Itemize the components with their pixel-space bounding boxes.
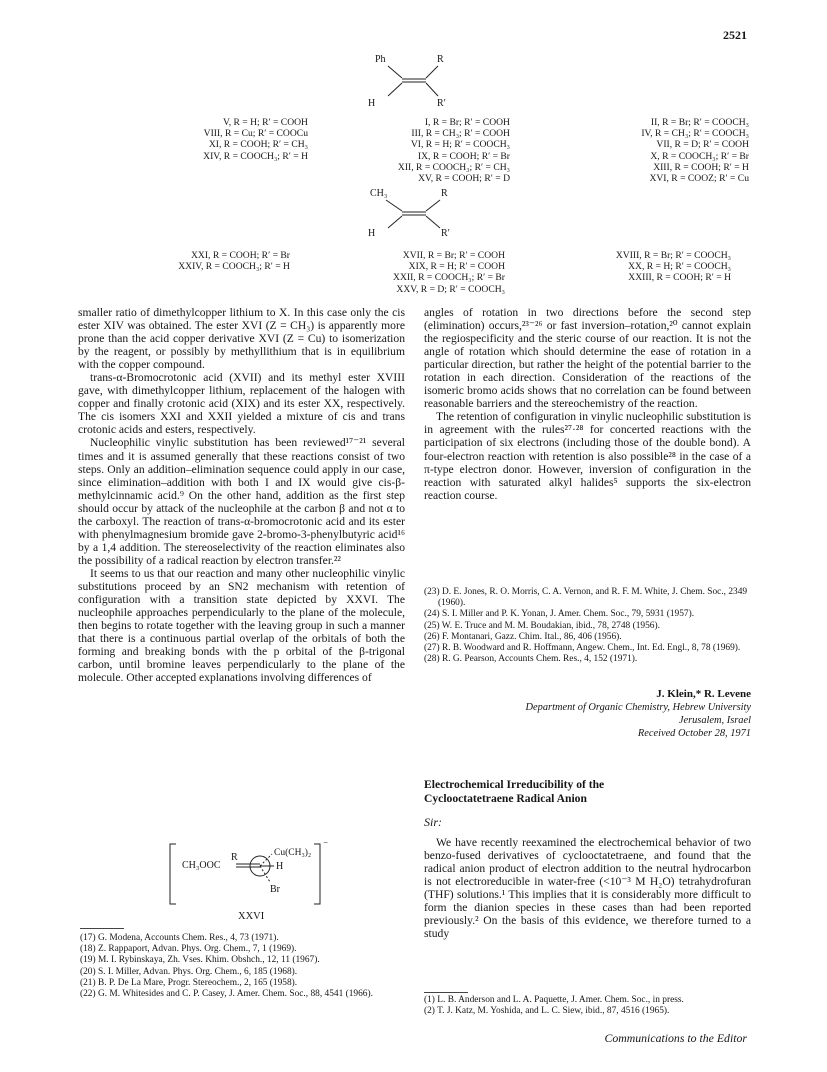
formulas-center-top — [335, 117, 510, 184]
author-signature — [424, 688, 751, 740]
ts-ch3ooc: CH₃OOC — [182, 860, 221, 871]
right-references — [424, 587, 751, 665]
paragraph: smaller ratio of dimethylcopper lithium to X. In this case only the cis ester XIV was obtained. The ester XVI (Z = CH₃) is apparently more prone than the acid copper derivative XVI (Z = Cu) to isomerization by the reagent, or possibly by methyllithium that is in equilibrium with the copper compound. — [78, 306, 405, 372]
article-references — [424, 995, 751, 1017]
formulas-right-bot — [541, 250, 731, 284]
footnote-divider-right — [424, 992, 468, 993]
formula-line: XII, R = COOCH₃; R′ = CH₃ — [397, 161, 510, 173]
reference: (21) B. P. De La Mare, Progr. Stereochem., 2, 165 (1958). — [80, 977, 298, 988]
ts-h: H — [276, 861, 284, 872]
formula-line: XX, R = H; R′ = COOCH₃ — [628, 261, 731, 273]
page-number: 2521 — [723, 28, 747, 42]
paragraph: The retention of configuration in vinylic nucleophilic substitution is in agreement with the rules²⁷·²⁸ for concerted reactions with the participation of six electrons (including those of the double bond). A four-electron reaction with retention is also possible²⁸ in the case of a π-type electron donor. However, inversion of configuration in the reaction with saturated alkyl halides⁵ supports the six-electron reaction course. — [424, 410, 751, 502]
article-body — [424, 836, 751, 940]
reference: (20) S. I. Miller, Advan. Phys. Org. Chem., 6, 185 (1968). — [80, 966, 298, 977]
struct-top-rp: R′ — [437, 98, 446, 109]
left-references — [80, 933, 407, 1000]
formula-line: V, R = H; R′ = COOH — [223, 117, 308, 128]
formula-line: XXIII, R = COOH; R′ = H — [628, 272, 731, 284]
formula-line: IX, R = COOH; R′ = Br — [417, 150, 510, 162]
reference: (26) F. Montanari, Gazz. Chim. Ital., 86, 406 (1956). — [424, 631, 622, 642]
footnote-divider — [80, 928, 124, 929]
struct-top-bonds — [380, 64, 450, 98]
struct-mid-h: H — [368, 228, 376, 239]
reference: (19) M. I. Rybinskaya, Zh. Vses. Khim. Obshch., 12, 11 (1967). — [80, 955, 320, 966]
page-footer: Communications to the Editor — [604, 1031, 747, 1045]
struct-top-r: R — [437, 54, 444, 65]
formula-line: XIV, R = COOCH₃; R′ = H — [203, 150, 308, 162]
formula-line: XI, R = COOH; R′ = CH₃ — [208, 139, 308, 151]
ts-cu: Cu(CH₃)₂ — [274, 848, 312, 858]
formulas-center-bot — [315, 250, 505, 295]
department: Department of Organic Chemistry, Hebrew University — [525, 702, 751, 713]
ts-r: R — [231, 852, 238, 863]
formula-line: XIII, R = COOH; R′ = H — [653, 161, 749, 173]
formulas-right-top — [557, 117, 749, 184]
formula-line: XV, R = COOH; R′ = D — [418, 173, 510, 185]
right-column-text — [424, 306, 751, 502]
formula-line: XIX, R = H; R′ = COOH — [408, 261, 505, 273]
paragraph: It seems to us that our reaction and many other nucleophilic vinylic substitutions proceed by an SN2 mechanism with retention of configuration with a transition state depicted by XXVI. The nucleophile approaches perpendicularly to the plane of the molecule, then begins to rotate together with the leaving group in such a manner that there is a continuous partial overlap of the orbitals of both the forming and breaking bonds with the p orbital of the β-trigonal carbon, until bromine leaves perpendicularly to the plane of the molecule. Other accepted explanations involving differences of — [78, 566, 405, 685]
formulas-left-top — [128, 117, 308, 162]
struct-top-ph: Ph — [375, 54, 386, 65]
paragraph: Nucleophilic vinylic substitution has been reviewed¹⁷⁻²¹ several times and it is assumed generally that these reactions consist of two steps. Only an addition–elimination sequence could apply in our case, since elimination–addition with both I and IX would give cis-β-methylcinnamic acid.⁹ On the other hand, addition as the first step should occur by attack of the nucleophile at the carbon β and not α to the carboxyl. The reaction of trans-α-bromocrotonic acid and its ester with phenylmagnesium bromide gave 2-bromo-3-phenylbutyric acid¹⁶ by a 1,4 addition. The stereoselectivity of the reaction eliminates also the possibility of a radical reaction by electron transfer.²² — [78, 436, 405, 567]
reference: (24) S. I. Miller and P. K. Yonan, J. Amer. Chem. Soc., 79, 5931 (1957). — [424, 609, 695, 620]
reference: (2) T. J. Katz, M. Yoshida, and L. C. Siew, ibid., 87, 4516 (1965). — [424, 1006, 670, 1017]
formula-line: XXII, R = COOCH₃; R′ = Br — [393, 272, 505, 284]
article-title — [424, 778, 751, 806]
received-date: Received October 28, 1971 — [637, 728, 751, 739]
formula-line: XXI, R = COOH; R′ = Br — [190, 250, 290, 261]
formula-line: IV, R = CH₃; R′ = COOCH₃ — [641, 128, 749, 140]
salutation: Sir: — [424, 815, 442, 829]
ts-label: XXVI — [238, 911, 265, 922]
ts-minus: ⁻ — [323, 840, 329, 851]
paragraph: angles of rotation in two directions before the second step (elimination) occurs,²³⁻²⁶ or fast inversion–rotation,²⁰ cannot explain the regiospecificity and the steric course of our reaction. It is not the angle of rotation which should determine the ease of rotation in a particular direction, but rather the height of the potential barrier to the rotation in each direction. Consideration of the reactions of the isomeric bromo acids shows that no correlation can be found between reasonable barriers and the stereochemistry of the reaction. — [424, 306, 751, 411]
struct-mid-bonds — [380, 198, 450, 230]
reference: (17) G. Modena, Accounts Chem. Res., 4, 73 (1971). — [80, 933, 279, 943]
formula-line: XVIII, R = Br; R′ = COOCH₃ — [615, 250, 731, 261]
formulas-left-bot — [110, 250, 290, 272]
formula-line: XVII, R = Br; R′ = COOH — [402, 250, 505, 261]
formula-line: X, R = COOCH₃; R′ = Br — [650, 150, 749, 162]
paragraph: We have recently reexamined the electrochemical behavior of two benzo-fused derivatives of cyclooctatetraene, and found that the radical anion product of electron addition to the neutral hydrocarbon is not electroreducible in water-free (<10⁻³ M H₂O) tetrahydrofuran (THF) solutions.¹ This implies that it is considerably more difficult to form the dianion species in these cases than had been reported previously.² On the basis of this evidence, we therefore turned to a study — [424, 836, 751, 941]
struct-top-h: H — [368, 98, 376, 109]
reference: (28) R. G. Pearson, Accounts Chem. Res., 4, 152 (1971). — [424, 654, 638, 665]
authors: J. Klein,* R. Levene — [656, 688, 751, 700]
reference: (27) R. B. Woodward and R. Hoffmann, Angew. Chem., Int. Ed. Engl., 8, 78 (1969). — [424, 643, 741, 654]
formula-line: VII, R = D; R′ = COOH — [656, 139, 749, 151]
struct-mid-rp: R′ — [441, 228, 450, 239]
formula-line: XXIV, R = COOCH₃; R′ = H — [178, 261, 290, 273]
formula-line: XXV, R = D; R′ = COOCH₃ — [396, 283, 505, 295]
ts-br: Br — [270, 884, 280, 895]
reference: (18) Z. Rappaport, Advan. Phys. Org. Chem., 7, 1 (1969). — [80, 944, 297, 955]
struct-mid-r: R — [441, 188, 448, 199]
title-line: Electrochemical Irreducibility of the — [424, 778, 605, 791]
formula-line: I, R = Br; R′ = COOH — [424, 117, 510, 128]
reference: (22) G. M. Whitesides and C. P. Casey, J. Amer. Chem. Soc., 88, 4541 (1966). — [80, 989, 373, 1000]
reference: (25) W. E. Truce and M. M. Boudakian, ibid., 78, 2748 (1956). — [424, 620, 660, 631]
title-line: Cyclooctatetraene Radical Anion — [424, 792, 587, 805]
formula-line: III, R = CH₃; R′ = COOH — [411, 128, 510, 140]
formula-line: II, R = Br; R′ = COOCH₃ — [650, 117, 749, 128]
left-column-text — [78, 306, 405, 684]
formula-line: XVI, R = COOZ; R′ = Cu — [649, 173, 749, 185]
struct-mid-ch3: CH₃ — [370, 188, 388, 199]
city: Jerusalem, Israel — [678, 715, 751, 726]
paragraph: trans-α-Bromocrotonic acid (XVII) and its methyl ester XVIII gave, with dimethylcopper lithium, replacement of the halogen with copper and finally crotonic acid (XIX) and its ester XX, respectively. The cis isomers XXI and XXII yielded a mixture of cis and trans crotonic acids and esters, respectively. — [78, 371, 405, 437]
reference: (23) D. E. Jones, R. O. Morris, C. A. Vernon, and R. F. M. White, J. Chem. Soc., 2349 (1960). — [424, 587, 748, 609]
reference: (1) L. B. Anderson and L. A. Paquette, J. Amer. Chem. Soc., in press. — [424, 995, 684, 1005]
formula-line: VIII, R = Cu; R′ = COOCu — [203, 128, 308, 140]
formula-line: VI, R = H; R′ = COOCH₃ — [410, 139, 510, 151]
